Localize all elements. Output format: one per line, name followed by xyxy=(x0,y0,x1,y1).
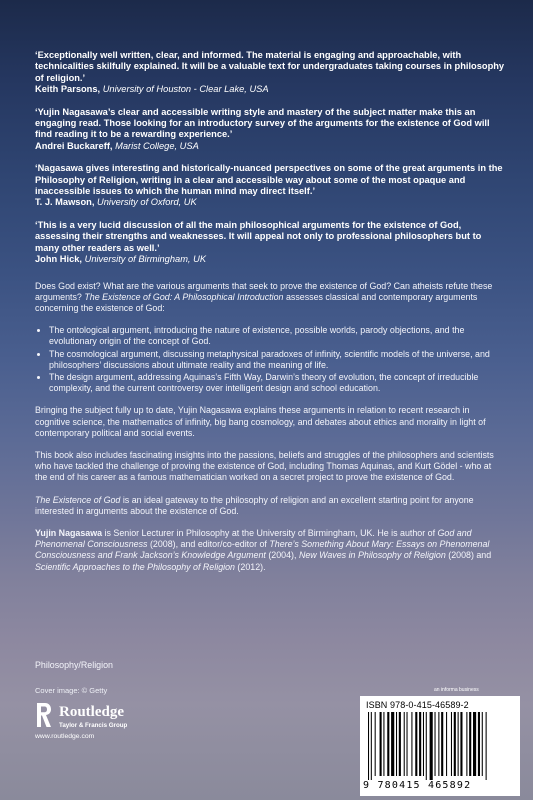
review-attribution xyxy=(35,254,505,265)
review-institution: University of Birmingham, UK xyxy=(84,254,207,265)
list-item: • The cosmological argument, discussing metaphysical paradoxes of infinity, scientific models of the universe, and philosophers’ discussions about ultimate reality and the meaning of life. xyxy=(49,349,505,371)
review-author: John Hick, xyxy=(35,254,83,265)
review-text: ‘Exceptionally well written, clear, and informed. The material is engaging and approachable, with technicalities skilfully explained. It will be a valuable text for undergraduates taking courses in philosophy of religion.’ xyxy=(35,50,505,83)
barcode xyxy=(366,712,514,780)
author-bio xyxy=(35,528,505,573)
review-attribution xyxy=(35,141,505,152)
publisher-name: Routledge xyxy=(59,704,124,720)
review-institution: University of Oxford, UK xyxy=(97,197,197,208)
publisher-group: Taylor & Francis Group xyxy=(59,722,128,729)
insights-paragraph: This book also includes fascinating insights into the passions, beliefs and struggles of the philosophers and scientists who have tackled the challenge of proving the existence of God, including Thomas Aquinas, and Kurt Gödel - who at the end of his career as a famous mathematician worked on a secret project to prove the existence of God. xyxy=(35,449,494,483)
publisher-url: www.routledge.com xyxy=(35,733,95,740)
review-quote xyxy=(35,107,505,153)
intro-rest: assesses classical and contemporary arguments concerning the existence of God: xyxy=(35,291,478,313)
review-text: ‘This is a very lucid discussion of all the main philosophical arguments for the existence of God, assessing their strengths and weaknesses. It will appeal not only to professional philosophers but to many other readers as well.’ xyxy=(35,219,482,253)
bio-book-title: God and Phenomenal Consciousness xyxy=(35,527,472,550)
gateway-paragraph xyxy=(35,495,505,517)
gateway-rest: is an ideal gateway to the philosophy of religion and an excellent starting point for anyone interested in arguments about the existence of God. xyxy=(35,494,474,516)
review-quote xyxy=(35,50,505,96)
review-text: ‘Nagasawa gives interesting and historically-nuanced perspectives on some of the great arguments in the Philosophy of Religion, writing in a clear and accessible way about some of the most opaque and inaccessible issues to which the human mind may direct itself.’ xyxy=(35,163,503,197)
list-item: • The design argument, addressing Aquinas’s Fifth Way, Darwin’s theory of evolution, the concept of irreducible complexity, and the current controversy over intelligent design and school education. xyxy=(49,372,505,394)
review-text: ‘Yujin Nagasawa’s clear and accessible writing style and mastery of the subject matter make this an engaging read. Those looking for an introductory survey of the arguments for the existence of God will find reading it to be a rewarding experience.’ xyxy=(35,106,490,140)
review-institution: University of Houston - Clear Lake, USA xyxy=(102,84,269,95)
routledge-r-icon xyxy=(35,702,53,728)
review-author: Keith Parsons, xyxy=(35,84,101,95)
intro-paragraph xyxy=(35,281,505,315)
intro-lead: Does God exist? What are the various arguments that seek to prove the existence of God? Can atheists refute these arguments? xyxy=(35,280,493,302)
update-paragraph: Bringing the subject fully up to date, Yujin Nagasawa explains these arguments in relation to recent research in cognitive science, the mathematics of infinity, big bang cosmology, and debates about ethics and morality in light of contemporary political and social events. xyxy=(35,405,486,438)
publisher-logo xyxy=(35,702,215,742)
author-name: Yujin Nagasawa xyxy=(35,527,103,538)
book-description xyxy=(35,281,505,573)
book-title-inline: The Existence of God: A Philosophical Introduction xyxy=(84,291,284,302)
bio-book-title: There’s Something About Mary: Essays on Phenomenal Consciousness and Frank Jackson’s Knowledge Argument xyxy=(35,539,490,561)
review-author: T. J. Mawson, xyxy=(35,197,95,208)
review-attribution xyxy=(35,84,505,95)
bio-text: (2012). xyxy=(234,561,266,572)
subject-category: Philosophy/Religion xyxy=(35,660,113,670)
review-quote xyxy=(35,220,505,266)
bio-text: is Senior Lecturer in Philosophy at the University of Birmingham, UK. He is author of xyxy=(102,527,438,538)
review-institution: Marist College, USA xyxy=(115,140,199,151)
review-attribution xyxy=(35,197,505,208)
bio-book-title: New Waves in Philosophy of Religion xyxy=(298,550,446,561)
bio-text: (2004), xyxy=(265,550,299,561)
cover-text-block xyxy=(35,50,505,584)
bio-book-title: Scientific Approaches to the Philosophy of Religion xyxy=(35,561,235,572)
bio-text: (2008), and editor/co-editor of xyxy=(147,539,270,550)
book-title-inline: The Existence of God xyxy=(35,494,121,505)
isbn-number: ISBN 978-0-415-46589-2 xyxy=(366,700,469,710)
barcode-digits: 9 780415 465892 xyxy=(363,780,472,791)
review-quote xyxy=(35,163,505,209)
cover-image-credit: Cover image: © Getty xyxy=(35,686,108,695)
review-author: Andrei Buckareff, xyxy=(35,140,113,151)
list-item: • The ontological argument, introducing the nature of existence, possible worlds, parody objections, and the evolutionary origin of the concept of God. xyxy=(49,325,505,347)
barcode-panel xyxy=(360,696,520,796)
informa-tagline: an informa business xyxy=(434,687,479,693)
bio-text: (2008) and xyxy=(445,550,492,561)
argument-list xyxy=(35,325,505,394)
